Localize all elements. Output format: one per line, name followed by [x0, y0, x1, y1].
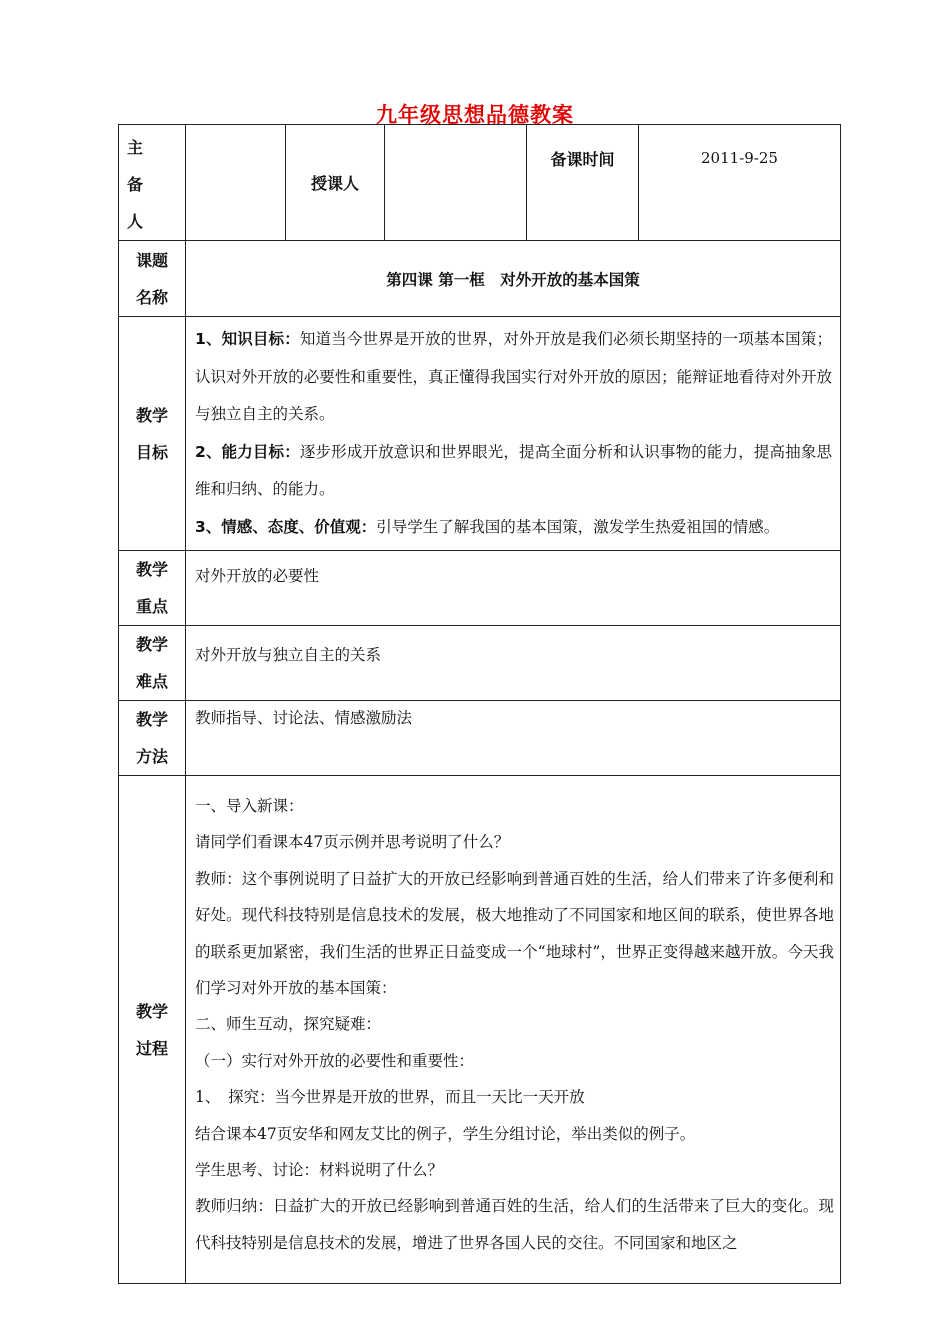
goals-label-line1: 教学	[135, 405, 168, 425]
goals-content	[186, 317, 841, 551]
process-paragraph: 请同学们看课本47页示例并思考说明了什么？	[195, 833, 510, 852]
goals-row	[119, 317, 841, 551]
topic-row	[119, 241, 841, 317]
goals-label-line2: 目标	[135, 442, 168, 462]
method-label-line1: 教学	[135, 710, 168, 729]
topic-label-line1: 课题	[135, 250, 168, 270]
key-point-label-line1: 教学	[135, 560, 168, 579]
difficulty-label-line1: 教学	[135, 635, 168, 654]
header-row	[119, 125, 841, 241]
ability-goal-head: 2、能力目标：	[195, 442, 300, 461]
process-content	[186, 776, 841, 1284]
process-paragraph: 1、 探究：当今世界是开放的世界，而且一天比一天开放	[195, 1088, 585, 1107]
prep-time-label: 备课时间	[527, 125, 639, 241]
chief-preparer-label	[119, 125, 186, 241]
topic-value: 第四课 第一框 对外开放的基本国策	[186, 241, 841, 317]
method-row	[119, 701, 841, 776]
knowledge-goal-text: 知道当今世界是开放的世界，对外开放是我们必须长期坚持的一项基本国策；认识对外开放的必要性和重要性，真正懂得我国实行对外开放的原因；能辩证地看待对外开放与独立自主的关系。	[195, 330, 832, 423]
key-point-label	[119, 551, 186, 626]
topic-label	[119, 241, 186, 317]
difficulty-row	[119, 626, 841, 701]
teacher-value	[385, 125, 527, 241]
method-label	[119, 701, 186, 776]
lesson-plan-table	[118, 124, 841, 1284]
document-title: 九年级思想品德教案	[376, 103, 574, 127]
chief-label-line2: 人	[127, 212, 144, 231]
key-point-value: 对外开放的必要性	[186, 551, 841, 626]
method-label-line2: 方法	[135, 747, 168, 766]
difficulty-label-line2: 难点	[135, 672, 168, 691]
process-paragraph: 教师：这个事例说明了日益扩大的开放已经影响到普通百姓的生活，给人们带来了许多便利和好处。现代科技特别是信息技术的发展，极大地推动了不同国家和地区间的联系，使世界各地的联系更加紧密，我们生活的世界正日益变成一个“地球村”，世界正变得越来越开放。今天我们学习对外开放的基本国策：	[195, 869, 834, 998]
goals-label	[119, 317, 186, 551]
teacher-label: 授课人	[286, 125, 385, 241]
ability-goal	[195, 434, 832, 509]
topic-label-line2: 名称	[135, 287, 168, 307]
process-label-line1: 教学	[135, 1001, 168, 1021]
method-value: 教师指导、讨论法、情感激励法	[186, 701, 841, 776]
key-point-row	[119, 551, 841, 626]
ability-goal-text: 逐步形成开放意识和世界眼光，提高全面分析和认识事物的能力，提高抽象思维和归纳、的能力。	[195, 442, 832, 498]
emotion-goal	[195, 509, 832, 547]
knowledge-goal-head: 1、知识目标：	[195, 330, 300, 348]
process-paragraph: 二、师生互动，探究疑难：	[195, 1015, 382, 1034]
chief-label-line1: 主 备	[127, 138, 160, 194]
difficulty-label	[119, 626, 186, 701]
process-label-line2: 过程	[135, 1038, 168, 1058]
process-paragraph: 学生思考、讨论：材料说明了什么？	[195, 1161, 444, 1180]
process-label	[119, 776, 186, 1284]
emotion-goal-head: 3、情感、态度、价值观：	[195, 517, 377, 536]
process-paragraph: 一、导入新课：	[195, 797, 304, 815]
process-paragraph: 结合课本47页安华和网友艾比的例子，学生分组讨论，举出类似的例子。	[195, 1124, 696, 1143]
process-paragraph: 教师归纳：日益扩大的开放已经影响到普通百姓的生活，给人们的生活带来了巨大的变化。现代科技特别是信息技术的发展，增进了世界各国人民的交往。不同国家和地区之	[195, 1197, 834, 1252]
difficulty-value: 对外开放与独立自主的关系	[186, 626, 841, 701]
emotion-goal-text: 引导学生了解我国的基本国策，激发学生热爱祖国的情感。	[376, 517, 780, 536]
chief-preparer-value	[186, 125, 286, 241]
process-paragraph: （一）实行对外开放的必要性和重要性：	[195, 1051, 475, 1070]
knowledge-goal	[195, 321, 832, 434]
prep-time-value: 2011-9-25	[639, 125, 841, 241]
key-point-label-line2: 重点	[135, 597, 168, 616]
process-row	[119, 776, 841, 1284]
